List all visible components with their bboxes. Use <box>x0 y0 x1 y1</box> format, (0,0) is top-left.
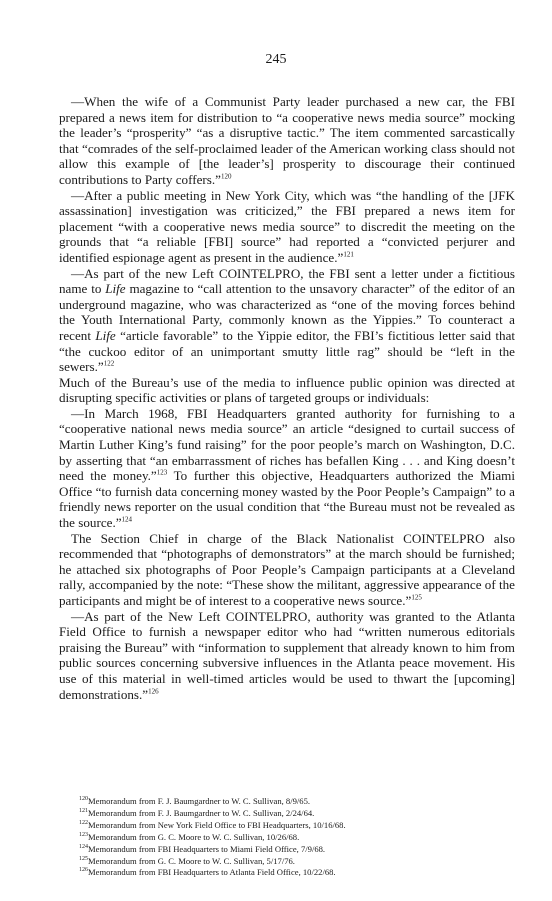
magazine-title: Life <box>95 327 116 343</box>
footnote-ref: 121 <box>343 250 354 259</box>
footnote-ref: 122 <box>103 359 115 368</box>
footnote: $^{126}$Memorandum from FBI Headquarters to Atlanta Field Office, 10/22/68. <box>79 867 336 878</box>
footnote-ref: 123 <box>156 468 168 477</box>
paragraph: The Section Chief in charge of the Black Nationalist COINTELPRO also recommended that “photographs of demonstrators” at the march should be furnished; he attached six photographs of Poor People’s Campaign participants at a Cleveland rally, accompanied by the note: “These show the militant, aggressive appearance of the participants and might be of interest to a cooperative news source.”$^{125}$ <box>59 530 515 608</box>
footnote-ref: 125 <box>411 593 422 602</box>
paragraph: —As part of the new Left COINTELPRO, the FBI sent a letter under a fictitious name to Life magazine to “call attention to the unsavory character” of the editor of an underground magazine, who was characterized as “one of the moving forces behind the Youth International Party, commonly known as the Yippies.” To counteract a recent Life “article favorable” to the Yippie editor, the FBI’s fictitious letter said that “the cuckoo editor of an unimportant smutty little rag” should be “left in the sewers.”$^{122}$ <box>59 265 516 375</box>
paragraph: —When the wife of a Communist Party leader purchased a new car, the FBI prepared a news item for distribution to “a cooperative news media source” mocking the leader’s “prosperity” “as a disruptive tactic.” The item commented sarcastically that “comrades of the self-proclaimed leader of the American working class should not allow this example of [the leader’s] prosperity to discourage their continued contributions to Party coffers.”$^{120}$ <box>59 94 515 187</box>
footnote: $^{125}$Memorandum from G. C. Moore to W. C. Sullivan, 5/17/76. <box>79 855 295 866</box>
page-number: 245 <box>265 52 287 67</box>
paragraph: Much of the Bureau’s use of the media to influence public opinion was directed at disrupting specific activities or plans of targeted groups or individuals: <box>59 374 515 406</box>
body-text <box>59 94 515 702</box>
footnote: $^{120}$Memorandum from F. J. Baumgardner to W. C. Sullivan, 8/9/65. <box>79 796 311 806</box>
footnote-ref: 126 <box>148 687 159 696</box>
footnote: $^{123}$Memorandum from G. C. Moore to W. C. Sullivan, 10/26/68. <box>79 831 300 842</box>
paragraph: —In March 1968, FBI Headquarters granted authority for furnishing to a “cooperative national news media source” an article “designed to curtail success of Martin Luther King’s fund raising” for the poor people’s march on Washington, D.C. by asserting that “an embarrassment of riches has befallen King . . . and King doesn’t need the money.”$^{123}$ To further this objective, Headquarters authorized the Miami Office “to furnish data concerning money wasted by the Poor People’s Campaign” to a friendly news reporter on the usual condition that “the Bureau must not be revealed as the source.”$^{124}$ <box>59 405 515 531</box>
footnotes <box>79 796 509 879</box>
paragraph: —As part of the New Left COINTELPRO, authority was granted to the Atlanta Field Office to furnish a newspaper editor who had “written numerous editorials praising the Bureau” with “information to supplement that already known to him from public sources concerning subversive influences in the Atlanta peace movement. His use of this material in well-timed articles would be used to thwart the [upcoming] demonstrations.”$^{126}$ <box>59 608 515 702</box>
magazine-title: Life <box>105 281 126 297</box>
footnote: $^{121}$Memorandum from F. J. Baumgardner to W. C. Sullivan, 2/24/64. <box>79 807 315 818</box>
paragraph: —After a public meeting in New York City, which was “the handling of the [JFK assassination] investigation was criticized,” the FBI prepared a news item for placement “with a cooperative news media source” to discredit the meeting on the grounds that “a reliable [FBI] source” had reported a “convicted perjurer and identified espionage agent as present in the audience.”$^{121}$ <box>59 187 515 265</box>
footnote-ref: 120 <box>220 172 232 181</box>
footnote: $^{122}$Memorandum from New York Field Office to FBI Headquarters, 10/16/68. <box>79 819 346 830</box>
footnote: $^{124}$Memorandum from FBI Headquarters to Miami Field Office, 7/9/68. <box>79 843 326 854</box>
footnote-ref: 124 <box>121 515 133 524</box>
